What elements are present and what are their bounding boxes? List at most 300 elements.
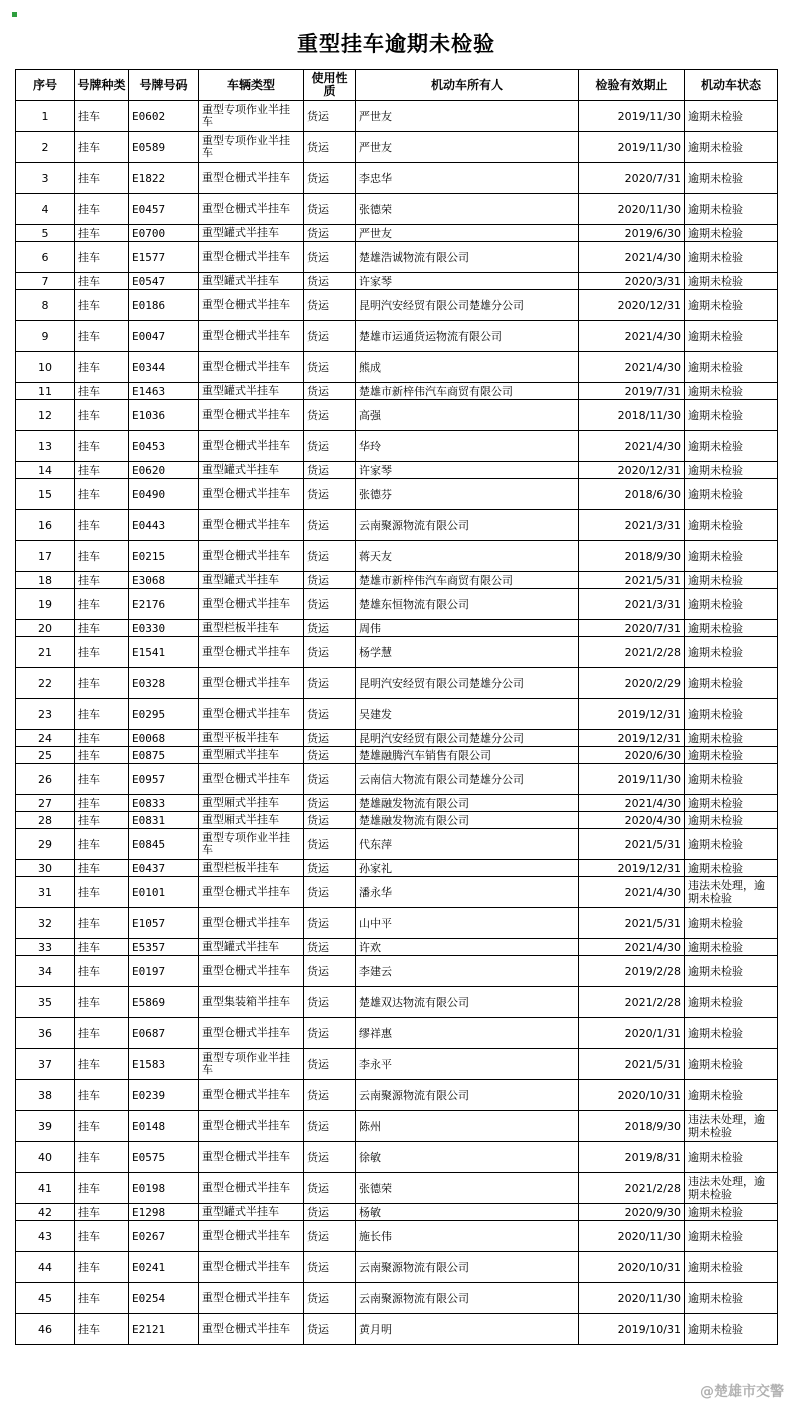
inspection-expiry-cell: 2018/9/30 xyxy=(579,1111,685,1142)
inspection-expiry-cell: 2021/2/28 xyxy=(579,1173,685,1204)
plate-type-cell: 挂车 xyxy=(75,877,129,908)
table-row xyxy=(16,321,778,352)
owner-name-cell: 陈州 xyxy=(356,1111,579,1142)
usage-type-cell: 货运 xyxy=(304,939,356,956)
plate-type-cell: 挂车 xyxy=(75,637,129,668)
plate-number-cell: E1577 xyxy=(129,242,199,273)
usage-type-cell: 货运 xyxy=(304,163,356,194)
owner-name-cell: 云南聚源物流有限公司 xyxy=(356,1080,579,1111)
row-index-cell: 45 xyxy=(16,1283,75,1314)
plate-number-cell: E0215 xyxy=(129,541,199,572)
plate-type-cell: 挂车 xyxy=(75,764,129,795)
plate-number-cell: E0101 xyxy=(129,877,199,908)
plate-type-cell: 挂车 xyxy=(75,620,129,637)
vehicle-type-cell: 重型仓栅式半挂车 xyxy=(199,1111,304,1142)
plate-type-cell: 挂车 xyxy=(75,1283,129,1314)
plate-number-cell: E0047 xyxy=(129,321,199,352)
row-index-cell: 42 xyxy=(16,1204,75,1221)
row-index-cell: 39 xyxy=(16,1111,75,1142)
owner-name-cell: 严世友 xyxy=(356,101,579,132)
owner-name-cell: 孙家礼 xyxy=(356,860,579,877)
owner-name-cell: 华玲 xyxy=(356,431,579,462)
plate-number-cell: E0875 xyxy=(129,747,199,764)
owner-name-cell: 楚雄融发物流有限公司 xyxy=(356,795,579,812)
row-index-cell: 44 xyxy=(16,1252,75,1283)
plate-number-cell: E2121 xyxy=(129,1314,199,1345)
table-row xyxy=(16,1252,778,1283)
vehicle-status-cell: 逾期未检验 xyxy=(685,462,778,479)
plate-type-cell: 挂车 xyxy=(75,163,129,194)
plate-number-cell: E0687 xyxy=(129,1018,199,1049)
inspection-expiry-cell: 2018/6/30 xyxy=(579,479,685,510)
table-row xyxy=(16,462,778,479)
inspection-expiry-cell: 2021/4/30 xyxy=(579,939,685,956)
table-row xyxy=(16,699,778,730)
owner-name-cell: 李忠华 xyxy=(356,163,579,194)
owner-name-cell: 许欢 xyxy=(356,939,579,956)
plate-type-cell: 挂车 xyxy=(75,1314,129,1345)
plate-number-cell: E0831 xyxy=(129,812,199,829)
column-header: 机动车状态 xyxy=(685,70,778,101)
plate-number-cell: E0602 xyxy=(129,101,199,132)
usage-type-cell: 货运 xyxy=(304,877,356,908)
row-index-cell: 17 xyxy=(16,541,75,572)
plate-number-cell: E3068 xyxy=(129,572,199,589)
vehicle-status-cell: 逾期未检验 xyxy=(685,939,778,956)
plate-number-cell: E1057 xyxy=(129,908,199,939)
vehicle-type-cell: 重型仓栅式半挂车 xyxy=(199,1283,304,1314)
vehicle-status-cell: 违法未处理，逾期未检验 xyxy=(685,1111,778,1142)
plate-type-cell: 挂车 xyxy=(75,699,129,730)
usage-type-cell: 货运 xyxy=(304,956,356,987)
usage-type-cell: 货运 xyxy=(304,812,356,829)
row-index-cell: 20 xyxy=(16,620,75,637)
row-index-cell: 1 xyxy=(16,101,75,132)
row-index-cell: 13 xyxy=(16,431,75,462)
vehicle-type-cell: 重型厢式半挂车 xyxy=(199,812,304,829)
inspection-expiry-cell: 2020/1/31 xyxy=(579,1018,685,1049)
table-row xyxy=(16,572,778,589)
table-row xyxy=(16,479,778,510)
table-row xyxy=(16,101,778,132)
plate-type-cell: 挂车 xyxy=(75,290,129,321)
usage-type-cell: 货运 xyxy=(304,479,356,510)
row-index-cell: 38 xyxy=(16,1080,75,1111)
plate-type-cell: 挂车 xyxy=(75,730,129,747)
usage-type-cell: 货运 xyxy=(304,572,356,589)
plate-number-cell: E0198 xyxy=(129,1173,199,1204)
vehicle-status-cell: 逾期未检验 xyxy=(685,637,778,668)
plate-number-cell: E0254 xyxy=(129,1283,199,1314)
table-row xyxy=(16,1018,778,1049)
row-index-cell: 10 xyxy=(16,352,75,383)
plate-type-cell: 挂车 xyxy=(75,462,129,479)
usage-type-cell: 货运 xyxy=(304,620,356,637)
usage-type-cell: 货运 xyxy=(304,194,356,225)
vehicle-type-cell: 重型集装箱半挂车 xyxy=(199,987,304,1018)
inspection-expiry-cell: 2020/10/31 xyxy=(579,1080,685,1111)
owner-name-cell: 楚雄市新梓伟汽车商贸有限公司 xyxy=(356,383,579,400)
plate-number-cell: E0833 xyxy=(129,795,199,812)
usage-type-cell: 货运 xyxy=(304,860,356,877)
vehicle-status-cell: 逾期未检验 xyxy=(685,860,778,877)
plate-number-cell: E0186 xyxy=(129,290,199,321)
owner-name-cell: 李永平 xyxy=(356,1049,579,1080)
owner-name-cell: 山中平 xyxy=(356,908,579,939)
plate-type-cell: 挂车 xyxy=(75,321,129,352)
inspection-expiry-cell: 2021/4/30 xyxy=(579,877,685,908)
inspection-expiry-cell: 2020/3/31 xyxy=(579,273,685,290)
usage-type-cell: 货运 xyxy=(304,764,356,795)
vehicle-type-cell: 重型专项作业半挂车 xyxy=(199,101,304,132)
table-row xyxy=(16,620,778,637)
inspection-expiry-cell: 2019/11/30 xyxy=(579,132,685,163)
plate-number-cell: E0443 xyxy=(129,510,199,541)
vehicle-status-cell: 逾期未检验 xyxy=(685,242,778,273)
table-row xyxy=(16,589,778,620)
usage-type-cell: 货运 xyxy=(304,1283,356,1314)
row-index-cell: 9 xyxy=(16,321,75,352)
table-row xyxy=(16,1204,778,1221)
row-index-cell: 33 xyxy=(16,939,75,956)
row-index-cell: 8 xyxy=(16,290,75,321)
inspection-expiry-cell: 2019/6/30 xyxy=(579,225,685,242)
owner-name-cell: 李建云 xyxy=(356,956,579,987)
inspection-expiry-cell: 2019/7/31 xyxy=(579,383,685,400)
inspection-expiry-cell: 2021/3/31 xyxy=(579,589,685,620)
inspection-expiry-cell: 2019/12/31 xyxy=(579,699,685,730)
vehicle-type-cell: 重型仓栅式半挂车 xyxy=(199,163,304,194)
row-index-cell: 26 xyxy=(16,764,75,795)
vehicle-status-cell: 逾期未检验 xyxy=(685,987,778,1018)
inspection-expiry-cell: 2021/4/30 xyxy=(579,352,685,383)
plate-number-cell: E0845 xyxy=(129,829,199,860)
table-row xyxy=(16,290,778,321)
vehicle-status-cell: 逾期未检验 xyxy=(685,290,778,321)
vehicle-type-cell: 重型仓栅式半挂车 xyxy=(199,1080,304,1111)
owner-name-cell: 张德芬 xyxy=(356,479,579,510)
vehicle-type-cell: 重型罐式半挂车 xyxy=(199,939,304,956)
plate-number-cell: E0437 xyxy=(129,860,199,877)
vehicle-status-cell: 逾期未检验 xyxy=(685,400,778,431)
table-row xyxy=(16,1283,778,1314)
owner-name-cell: 楚雄市新梓伟汽车商贸有限公司 xyxy=(356,572,579,589)
usage-type-cell: 货运 xyxy=(304,510,356,541)
row-index-cell: 28 xyxy=(16,812,75,829)
vehicle-type-cell: 重型罐式半挂车 xyxy=(199,383,304,400)
plate-number-cell: E0957 xyxy=(129,764,199,795)
vehicle-status-cell: 逾期未检验 xyxy=(685,572,778,589)
row-index-cell: 3 xyxy=(16,163,75,194)
plate-number-cell: E0241 xyxy=(129,1252,199,1283)
vehicle-type-cell: 重型专项作业半挂车 xyxy=(199,1049,304,1080)
usage-type-cell: 货运 xyxy=(304,730,356,747)
table-row xyxy=(16,1080,778,1111)
owner-name-cell: 云南聚源物流有限公司 xyxy=(356,1252,579,1283)
plate-number-cell: E0148 xyxy=(129,1111,199,1142)
page-title: 重型挂车逾期未检验 xyxy=(297,31,495,56)
vehicle-status-cell: 逾期未检验 xyxy=(685,273,778,290)
vehicle-status-cell: 逾期未检验 xyxy=(685,1204,778,1221)
plate-type-cell: 挂车 xyxy=(75,225,129,242)
vehicle-status-cell: 逾期未检验 xyxy=(685,321,778,352)
vehicle-status-cell: 逾期未检验 xyxy=(685,1283,778,1314)
plate-type-cell: 挂车 xyxy=(75,1049,129,1080)
inspection-expiry-cell: 2021/5/31 xyxy=(579,572,685,589)
table-header-row xyxy=(16,70,778,101)
plate-type-cell: 挂车 xyxy=(75,479,129,510)
vehicle-type-cell: 重型罐式半挂车 xyxy=(199,225,304,242)
plate-type-cell: 挂车 xyxy=(75,812,129,829)
vehicle-type-cell: 重型仓栅式半挂车 xyxy=(199,1314,304,1345)
table-row xyxy=(16,956,778,987)
corner-mark xyxy=(12,12,17,17)
vehicle-status-cell: 逾期未检验 xyxy=(685,730,778,747)
inspection-expiry-cell: 2019/2/28 xyxy=(579,956,685,987)
usage-type-cell: 货运 xyxy=(304,1111,356,1142)
row-index-cell: 34 xyxy=(16,956,75,987)
inspection-expiry-cell: 2020/7/31 xyxy=(579,620,685,637)
row-index-cell: 15 xyxy=(16,479,75,510)
column-header: 使用性质 xyxy=(304,70,356,101)
usage-type-cell: 货运 xyxy=(304,431,356,462)
vehicle-type-cell: 重型仓栅式半挂车 xyxy=(199,400,304,431)
plate-type-cell: 挂车 xyxy=(75,1204,129,1221)
usage-type-cell: 货运 xyxy=(304,1018,356,1049)
vehicle-type-cell: 重型厢式半挂车 xyxy=(199,747,304,764)
plate-type-cell: 挂车 xyxy=(75,747,129,764)
owner-name-cell: 代东萍 xyxy=(356,829,579,860)
plate-number-cell: E0490 xyxy=(129,479,199,510)
row-index-cell: 7 xyxy=(16,273,75,290)
row-index-cell: 43 xyxy=(16,1221,75,1252)
table-row xyxy=(16,747,778,764)
inspection-expiry-cell: 2021/2/28 xyxy=(579,987,685,1018)
vehicle-type-cell: 重型仓栅式半挂车 xyxy=(199,431,304,462)
inspection-expiry-cell: 2021/5/31 xyxy=(579,908,685,939)
owner-name-cell: 云南聚源物流有限公司 xyxy=(356,510,579,541)
owner-name-cell: 张德荣 xyxy=(356,1173,579,1204)
table-row xyxy=(16,194,778,225)
owner-name-cell: 许家琴 xyxy=(356,273,579,290)
vehicle-type-cell: 重型仓栅式半挂车 xyxy=(199,1173,304,1204)
plate-type-cell: 挂车 xyxy=(75,860,129,877)
vehicle-type-cell: 重型仓栅式半挂车 xyxy=(199,1018,304,1049)
vehicle-status-cell: 逾期未检验 xyxy=(685,194,778,225)
plate-type-cell: 挂车 xyxy=(75,1080,129,1111)
inspection-expiry-cell: 2021/4/30 xyxy=(579,321,685,352)
owner-name-cell: 许家琴 xyxy=(356,462,579,479)
column-header: 车辆类型 xyxy=(199,70,304,101)
usage-type-cell: 货运 xyxy=(304,1173,356,1204)
vehicle-type-cell: 重型罐式半挂车 xyxy=(199,1204,304,1221)
usage-type-cell: 货运 xyxy=(304,352,356,383)
row-index-cell: 31 xyxy=(16,877,75,908)
vehicle-status-cell: 逾期未检验 xyxy=(685,1221,778,1252)
row-index-cell: 2 xyxy=(16,132,75,163)
vehicle-type-cell: 重型仓栅式半挂车 xyxy=(199,1252,304,1283)
plate-type-cell: 挂车 xyxy=(75,383,129,400)
vehicle-type-cell: 重型罐式半挂车 xyxy=(199,462,304,479)
vehicle-type-cell: 重型仓栅式半挂车 xyxy=(199,194,304,225)
usage-type-cell: 货运 xyxy=(304,747,356,764)
inspection-expiry-cell: 2020/10/31 xyxy=(579,1252,685,1283)
vehicle-status-cell: 逾期未检验 xyxy=(685,1049,778,1080)
usage-type-cell: 货运 xyxy=(304,1221,356,1252)
plate-type-cell: 挂车 xyxy=(75,132,129,163)
table-row xyxy=(16,764,778,795)
table-row xyxy=(16,730,778,747)
vehicle-type-cell: 重型仓栅式半挂车 xyxy=(199,764,304,795)
vehicle-table xyxy=(15,69,778,1345)
table-row xyxy=(16,877,778,908)
vehicle-type-cell: 重型仓栅式半挂车 xyxy=(199,541,304,572)
inspection-expiry-cell: 2020/2/29 xyxy=(579,668,685,699)
plate-type-cell: 挂车 xyxy=(75,1173,129,1204)
plate-number-cell: E1463 xyxy=(129,383,199,400)
table-row xyxy=(16,1173,778,1204)
column-header: 号牌号码 xyxy=(129,70,199,101)
plate-type-cell: 挂车 xyxy=(75,510,129,541)
usage-type-cell: 货运 xyxy=(304,225,356,242)
watermark: @楚雄市交警 xyxy=(700,1384,784,1400)
column-header: 检验有效期止 xyxy=(579,70,685,101)
plate-type-cell: 挂车 xyxy=(75,795,129,812)
owner-name-cell: 吴建发 xyxy=(356,699,579,730)
row-index-cell: 19 xyxy=(16,589,75,620)
plate-number-cell: E0068 xyxy=(129,730,199,747)
inspection-expiry-cell: 2020/9/30 xyxy=(579,1204,685,1221)
owner-name-cell: 缪祥惠 xyxy=(356,1018,579,1049)
owner-name-cell: 严世友 xyxy=(356,225,579,242)
plate-type-cell: 挂车 xyxy=(75,541,129,572)
plate-number-cell: E0344 xyxy=(129,352,199,383)
owner-name-cell: 昆明汽安经贸有限公司楚雄分公司 xyxy=(356,290,579,321)
table-row xyxy=(16,510,778,541)
vehicle-status-cell: 逾期未检验 xyxy=(685,431,778,462)
plate-number-cell: E1298 xyxy=(129,1204,199,1221)
vehicle-status-cell: 逾期未检验 xyxy=(685,352,778,383)
owner-name-cell: 楚雄东恒物流有限公司 xyxy=(356,589,579,620)
usage-type-cell: 货运 xyxy=(304,589,356,620)
plate-type-cell: 挂车 xyxy=(75,431,129,462)
row-index-cell: 12 xyxy=(16,400,75,431)
table-row xyxy=(16,1314,778,1345)
vehicle-status-cell: 逾期未检验 xyxy=(685,589,778,620)
owner-name-cell: 昆明汽安经贸有限公司楚雄分公司 xyxy=(356,668,579,699)
inspection-expiry-cell: 2021/4/30 xyxy=(579,242,685,273)
table-row xyxy=(16,400,778,431)
plate-number-cell: E0267 xyxy=(129,1221,199,1252)
plate-type-cell: 挂车 xyxy=(75,668,129,699)
plate-type-cell: 挂车 xyxy=(75,194,129,225)
owner-name-cell: 昆明汽安经贸有限公司楚雄分公司 xyxy=(356,730,579,747)
table-row xyxy=(16,1221,778,1252)
vehicle-type-cell: 重型栏板半挂车 xyxy=(199,620,304,637)
vehicle-type-cell: 重型仓栅式半挂车 xyxy=(199,699,304,730)
plate-type-cell: 挂车 xyxy=(75,956,129,987)
owner-name-cell: 云南信大物流有限公司楚雄分公司 xyxy=(356,764,579,795)
vehicle-type-cell: 重型仓栅式半挂车 xyxy=(199,242,304,273)
owner-name-cell: 严世友 xyxy=(356,132,579,163)
vehicle-status-cell: 逾期未检验 xyxy=(685,668,778,699)
vehicle-type-cell: 重型仓栅式半挂车 xyxy=(199,479,304,510)
inspection-expiry-cell: 2019/11/30 xyxy=(579,764,685,795)
vehicle-type-cell: 重型仓栅式半挂车 xyxy=(199,908,304,939)
vehicle-status-cell: 逾期未检验 xyxy=(685,747,778,764)
owner-name-cell: 杨学慧 xyxy=(356,637,579,668)
table-row xyxy=(16,829,778,860)
row-index-cell: 35 xyxy=(16,987,75,1018)
table-row xyxy=(16,541,778,572)
row-index-cell: 18 xyxy=(16,572,75,589)
vehicle-status-cell: 逾期未检验 xyxy=(685,479,778,510)
inspection-expiry-cell: 2019/11/30 xyxy=(579,101,685,132)
table-row xyxy=(16,812,778,829)
row-index-cell: 27 xyxy=(16,795,75,812)
usage-type-cell: 货运 xyxy=(304,795,356,812)
vehicle-status-cell: 逾期未检验 xyxy=(685,383,778,400)
plate-number-cell: E0453 xyxy=(129,431,199,462)
vehicle-status-cell: 逾期未检验 xyxy=(685,510,778,541)
inspection-expiry-cell: 2019/10/31 xyxy=(579,1314,685,1345)
plate-type-cell: 挂车 xyxy=(75,1221,129,1252)
vehicle-status-cell: 逾期未检验 xyxy=(685,620,778,637)
inspection-expiry-cell: 2021/4/30 xyxy=(579,431,685,462)
row-index-cell: 16 xyxy=(16,510,75,541)
table-row xyxy=(16,987,778,1018)
plate-number-cell: E0197 xyxy=(129,956,199,987)
plate-number-cell: E1583 xyxy=(129,1049,199,1080)
plate-type-cell: 挂车 xyxy=(75,939,129,956)
vehicle-type-cell: 重型平板半挂车 xyxy=(199,730,304,747)
usage-type-cell: 货运 xyxy=(304,541,356,572)
owner-name-cell: 蒋天友 xyxy=(356,541,579,572)
column-header: 号牌种类 xyxy=(75,70,129,101)
owner-name-cell: 熊成 xyxy=(356,352,579,383)
vehicle-status-cell: 逾期未检验 xyxy=(685,132,778,163)
table-row xyxy=(16,273,778,290)
vehicle-type-cell: 重型仓栅式半挂车 xyxy=(199,352,304,383)
plate-type-cell: 挂车 xyxy=(75,589,129,620)
inspection-expiry-cell: 2019/12/31 xyxy=(579,860,685,877)
inspection-expiry-cell: 2021/2/28 xyxy=(579,637,685,668)
vehicle-type-cell: 重型仓栅式半挂车 xyxy=(199,510,304,541)
plate-number-cell: E0700 xyxy=(129,225,199,242)
usage-type-cell: 货运 xyxy=(304,383,356,400)
owner-name-cell: 杨敏 xyxy=(356,1204,579,1221)
vehicle-status-cell: 逾期未检验 xyxy=(685,101,778,132)
row-index-cell: 6 xyxy=(16,242,75,273)
row-index-cell: 30 xyxy=(16,860,75,877)
inspection-expiry-cell: 2021/5/31 xyxy=(579,829,685,860)
table-row xyxy=(16,431,778,462)
row-index-cell: 40 xyxy=(16,1142,75,1173)
vehicle-status-cell: 逾期未检验 xyxy=(685,1018,778,1049)
row-index-cell: 46 xyxy=(16,1314,75,1345)
plate-type-cell: 挂车 xyxy=(75,908,129,939)
owner-name-cell: 楚雄浩诚物流有限公司 xyxy=(356,242,579,273)
row-index-cell: 23 xyxy=(16,699,75,730)
vehicle-status-cell: 逾期未检验 xyxy=(685,225,778,242)
table-row xyxy=(16,163,778,194)
vehicle-type-cell: 重型厢式半挂车 xyxy=(199,795,304,812)
inspection-expiry-cell: 2018/11/30 xyxy=(579,400,685,431)
vehicle-status-cell: 逾期未检验 xyxy=(685,1142,778,1173)
plate-type-cell: 挂车 xyxy=(75,1111,129,1142)
table-row xyxy=(16,668,778,699)
plate-type-cell: 挂车 xyxy=(75,572,129,589)
